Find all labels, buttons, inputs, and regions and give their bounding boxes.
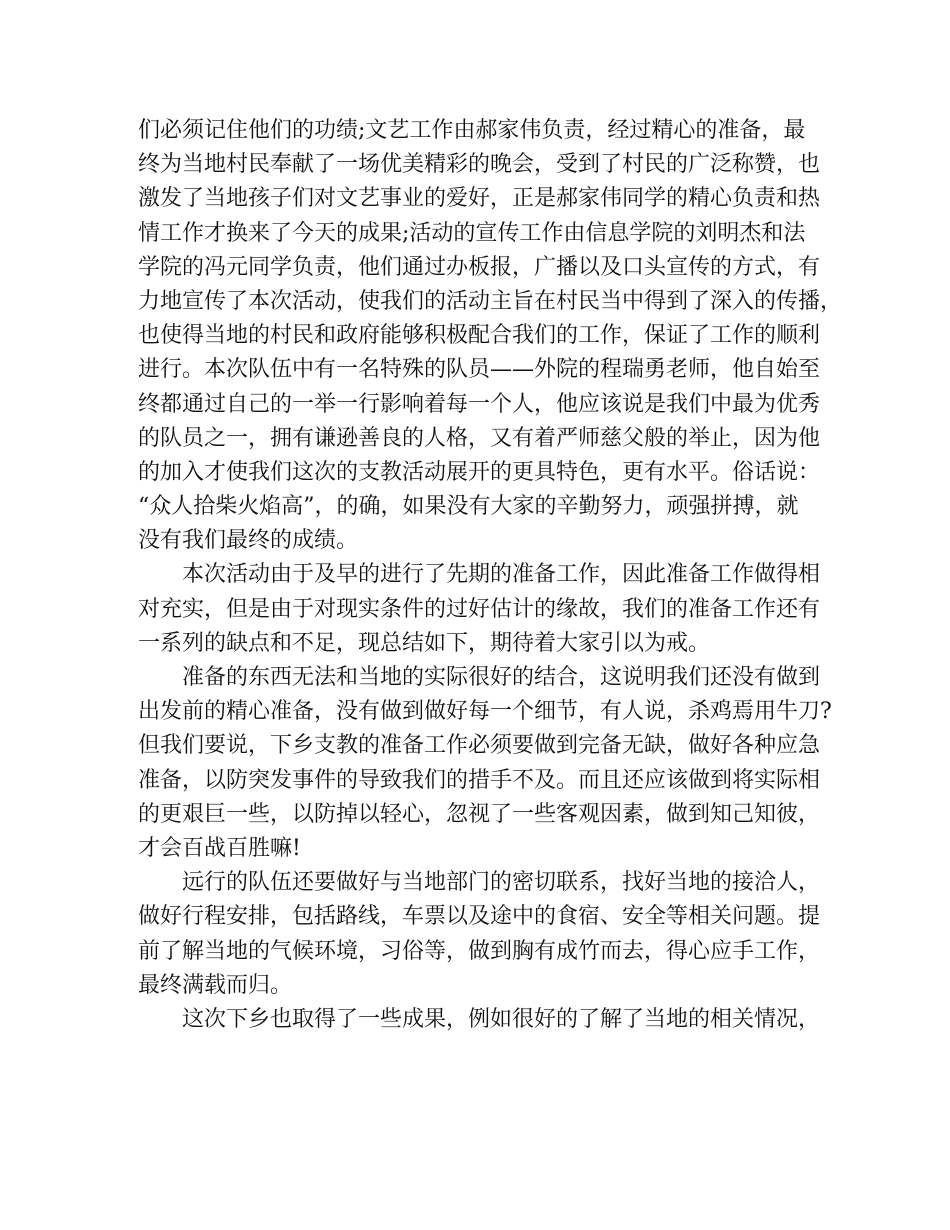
text-line: 激发了当地孩子们对文艺事业的爱好，正是郝家伟同学的精心负责和热: [138, 186, 821, 212]
body-text: [138, 114, 843, 1037]
text-line: 学院的冯元同学负责，他们通过办板报，广播以及口头宣传的方式，有: [138, 254, 821, 280]
text-line: 力地宣传了本次活动，使我们的活动主旨在村民当中得到了深入的传播，: [138, 288, 843, 314]
text-line: 情工作才换来了今天的成果;活动的宣传工作由信息学院的刘明杰和法: [138, 220, 806, 246]
text-line: 也使得当地的村民和政府能够积极配合我们的工作，保证了工作的顺利: [138, 323, 821, 349]
text-line: 的加入才使我们这次的支教活动展开的更具特色，更有水平。俗话说：: [138, 459, 821, 485]
text-line: “众人拾柴火焰高”，的确，如果没有大家的辛勤努力，顽强拼搏，就: [138, 494, 799, 520]
text-line: 的更艰巨一些，以防掉以轻心，忽视了一些客观因素，做到知己知彼，: [138, 801, 821, 827]
text-line: 才会百战百胜嘛!: [138, 835, 301, 861]
text-line: 这次下乡也取得了一些成果，例如很好的了解了当地的相关情况，: [182, 1006, 821, 1032]
text-line: 远行的队伍还要做好与当地部门的密切联系，找好当地的接洽人，: [182, 870, 821, 896]
text-line: 最终满载而归。: [138, 972, 293, 998]
text-line: 但我们要说，下乡支教的准备工作必须要做到完备无缺，做好各种应急: [138, 733, 821, 759]
text-line: 准备的东西无法和当地的实际很好的结合，这说明我们还没有做到: [182, 665, 821, 690]
text-line: 终都通过自己的一举一行影响着每一个人，他应该说是我们中最为优秀: [138, 391, 821, 417]
text-line: 做好行程安排，包括路线，车票以及途中的食宿、安全等相关问题。提: [138, 904, 821, 930]
text-line: 没有我们最终的成绩。: [138, 528, 359, 554]
text-line: 准备，以防突发事件的导致我们的措手不及。而且还应该做到将实际相: [138, 767, 821, 793]
text-line: 们必须记住他们的功绩;文艺工作由郝家伟负责，经过精心的准备，最: [138, 118, 806, 143]
text-line: 本次活动由于及早的进行了先期的准备工作，因此准备工作做得相: [182, 562, 821, 588]
text-line: 的队员之一，拥有谦逊善良的人格，又有着严师慈父般的举止，因为他: [138, 425, 821, 451]
text-line: 进行。本次队伍中有一名特殊的队员——外院的程瑞勇老师，他自始至: [138, 357, 821, 383]
text-line: 一系列的缺点和不足，现总结如下，期待着大家引以为戒。: [138, 630, 711, 656]
text-line: 前了解当地的气候环境，习俗等，做到胸有成竹而去，得心应手工作，: [138, 938, 821, 964]
text-line: 终为当地村民奉献了一场优美精彩的晚会，受到了村民的广泛称赞，也: [138, 152, 821, 178]
text-line: 出发前的精心准备，没有做到做好每一个细节，有人说，杀鸡焉用牛刀?: [138, 699, 832, 725]
text-line: 对充实，但是由于对现实条件的过好估计的缘故，我们的准备工作还有: [138, 596, 821, 622]
